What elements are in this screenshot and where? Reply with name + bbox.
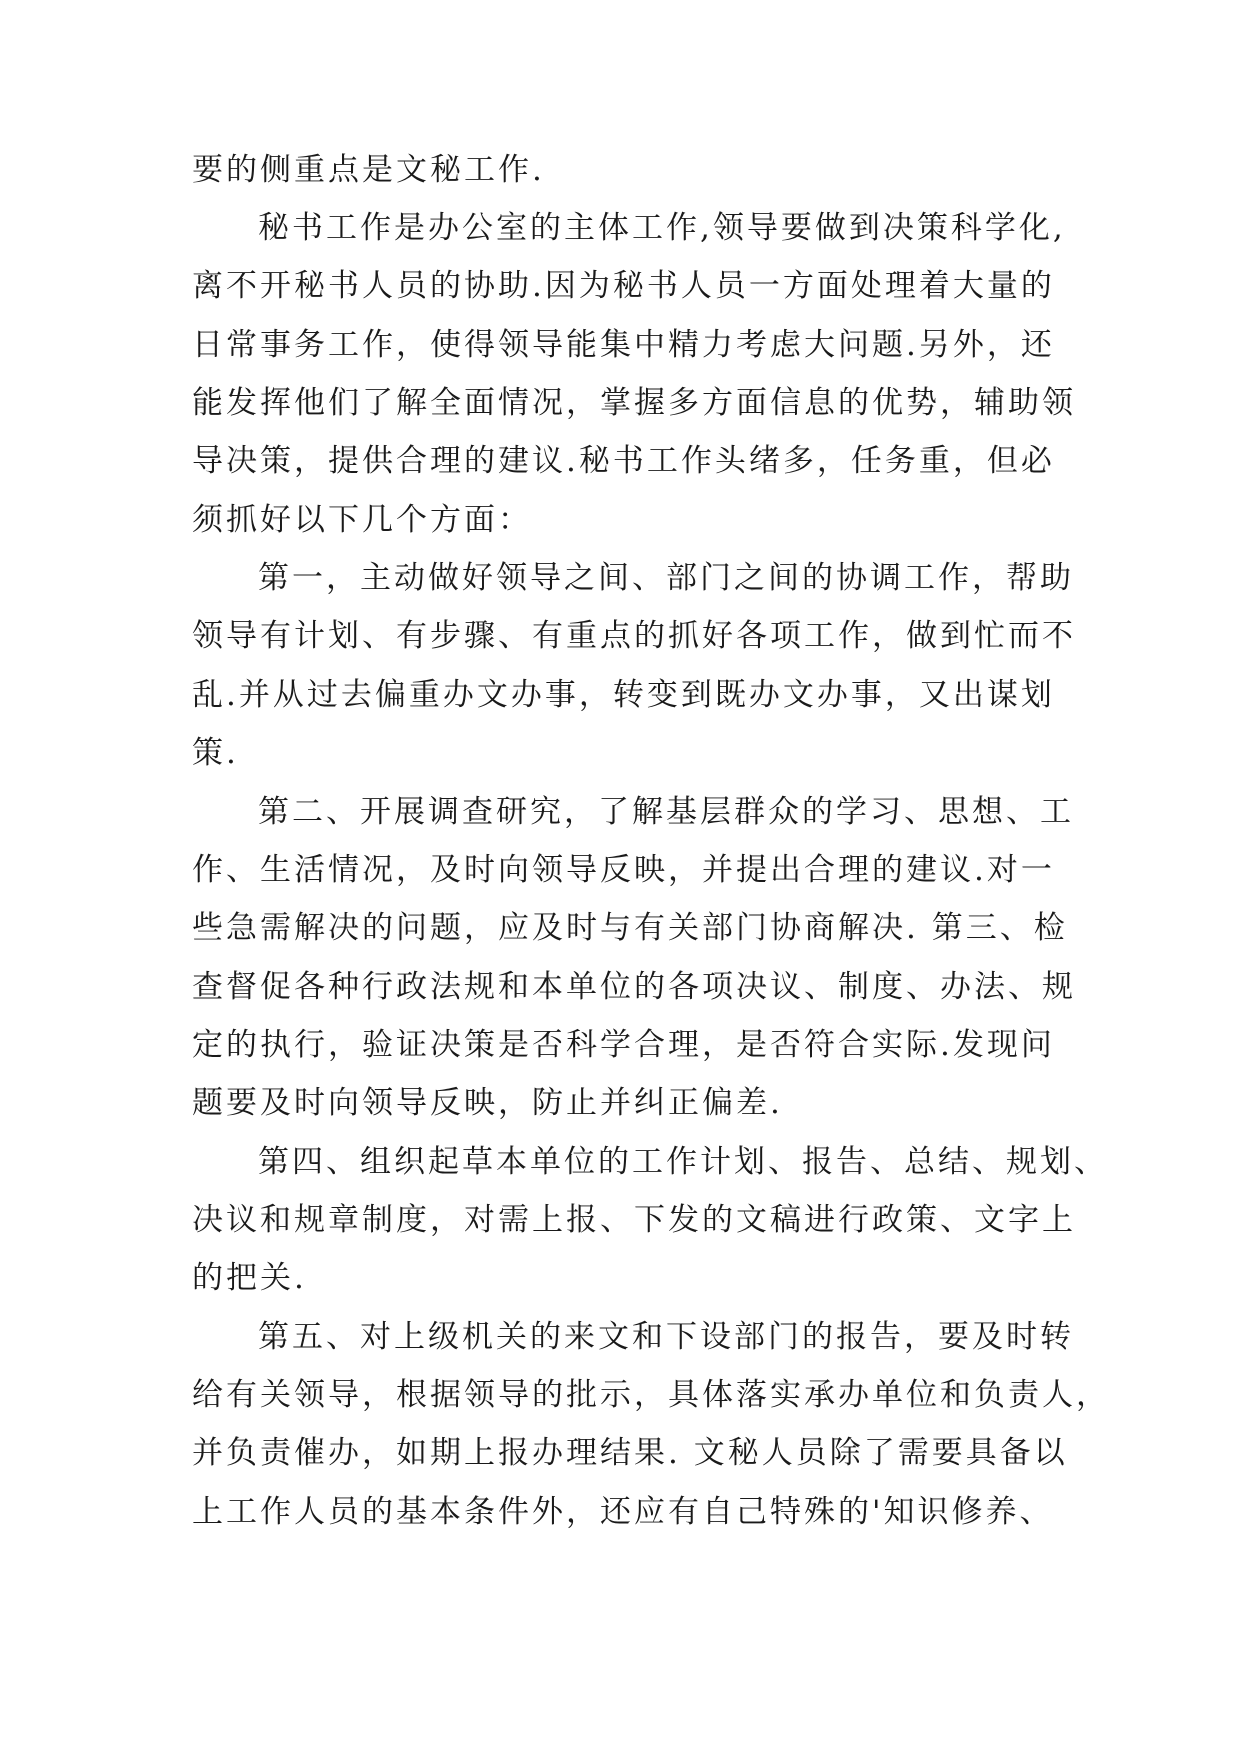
text-line-23: 并负责催办，如期上报办理结果. 文秘人员除了需要具备以	[192, 1435, 1068, 1471]
text-line-11: 策.	[192, 735, 239, 771]
text-line-12: 第二、开展调查研究，了解基层群众的学习、思想、工	[258, 794, 1074, 830]
text-line-18: 第四、组织起草本单位的工作计划、报告、总结、规划、	[258, 1144, 1108, 1180]
text-line-16: 定的执行，验证决策是否科学合理，是否符合实际.发现问	[192, 1027, 1055, 1063]
text-line-19: 决议和规章制度，对需上报、下发的文稿进行政策、文字上	[192, 1202, 1076, 1238]
text-line-2: 秘书工作是办公室的主体工作,领导要做到决策科学化,	[258, 210, 1066, 246]
text-line-14: 些急需解决的问题，应及时与有关部门协商解决. 第三、检	[192, 910, 1068, 946]
text-line-21: 第五、对上级机关的来文和下设部门的报告，要及时转	[258, 1319, 1074, 1355]
text-line-4: 日常事务工作，使得领导能集中精力考虑大问题.另外，还	[192, 327, 1055, 363]
text-line-8: 第一，主动做好领导之间、部门之间的协调工作，帮助	[258, 560, 1074, 596]
text-line-7: 须抓好以下几个方面：	[192, 502, 532, 538]
text-line-22: 给有关领导，根据领导的批示，具体落实承办单位和负责人，	[192, 1377, 1110, 1413]
text-line-1: 要的侧重点是文秘工作.	[192, 152, 545, 188]
text-line-10: 乱.并从过去偏重办文办事，转变到既办文办事，又出谋划	[192, 677, 1055, 713]
text-line-17: 题要及时向领导反映，防止并纠正偏差.	[192, 1085, 783, 1121]
text-line-5: 能发挥他们了解全面情况，掌握多方面信息的优势，辅助领	[192, 385, 1076, 421]
text-line-13: 作、生活情况，及时向领导反映，并提出合理的建议.对一	[192, 852, 1055, 888]
text-line-24: 上工作人员的基本条件外，还应有自己特殊的'知识修养、	[192, 1494, 1054, 1530]
text-line-3: 离不开秘书人员的协助.因为秘书人员一方面处理着大量的	[192, 268, 1055, 304]
text-line-6: 导决策，提供合理的建议.秘书工作头绪多，任务重，但必	[192, 443, 1055, 479]
text-line-15: 查督促各种行政法规和本单位的各项决议、制度、办法、规	[192, 969, 1076, 1005]
text-line-20: 的把关.	[192, 1260, 307, 1296]
text-line-9: 领导有计划、有步骤、有重点的抓好各项工作，做到忙而不	[192, 618, 1076, 654]
